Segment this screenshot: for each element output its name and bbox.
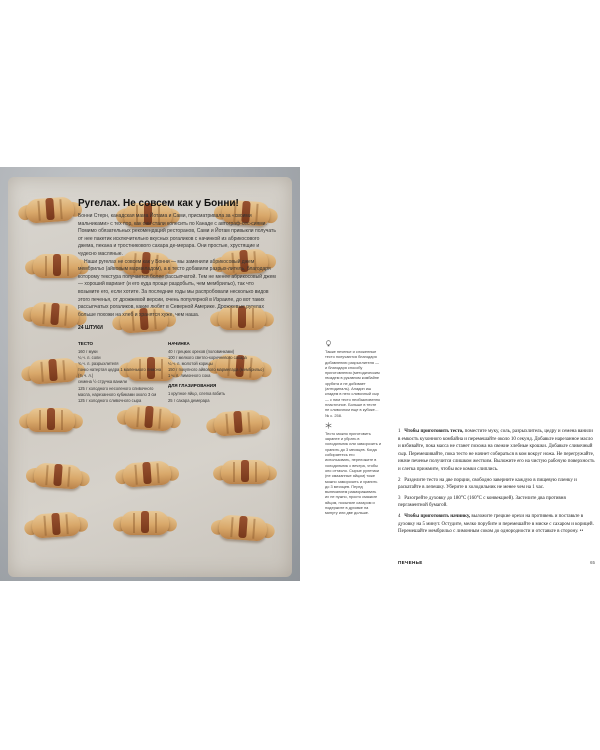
ingredient-item: ¾ ч. л. разрыхлителя: [78, 361, 119, 367]
ingredient-item: 1 ч. л. лимонного сока: [168, 373, 211, 379]
ingredient-item: 150 г покупного айвового мармелада (мембрильо): [168, 367, 264, 373]
ingredient-item: 100 г мелкого светло-коричневого сахара: [168, 355, 247, 361]
sidebar-note-1: Также печенье и сложенные тесто получаются благодаря добавлению разрыхлителя — и благодаря способу приготовления (методическим гвоздем в рукавном комбайне зрубята и не добивает (антидиналь). Аладин иш кладем в него сливочный сыр — с ним тесто необыкновенно пластичное. Больше в тесте не сливочном еще в кубике… № с. 258.: [325, 349, 381, 418]
method-step: [398, 428, 596, 474]
recipe-title: Ругелах. Не совсем как у Бонни!: [78, 198, 239, 209]
step-number: 1: [398, 429, 401, 434]
rugelach-roll: [213, 456, 277, 486]
method-step: [398, 495, 596, 510]
step-number: 3: [398, 495, 401, 501]
recipe-intro: [78, 213, 276, 319]
rugelach-roll: [210, 510, 276, 544]
ingredient-item: ¼ ч. л. молотой корицы: [168, 361, 213, 367]
method-step: [398, 513, 596, 536]
step-text: поместите муку, соль, разрыхлитель, цедру и семена ванили в емкость кухонного комбайна и перемешайте около 10 секунд. Добавьте нарезанное масло и взбивайте, пока масса не станет похожа на свежие хлебные крошки. Добавьте сливочный сыр. Перемешивайте, пока тесто не начнет собираться в ком вокруг ножа. Не перегружайте, иначе печенье получится слишком жестким. Выложите его на чистую рабочую поверхность и слегка прижмите, чтобы все комки слиплись.: [398, 429, 595, 472]
ingredient-item: тонко натертая цедра 1 маленького лимона (¾ ч. л.): [78, 367, 162, 379]
step-number: 2: [398, 477, 401, 483]
ingredient-item: 25 г сахара демерара: [168, 397, 210, 403]
step-number: 4: [398, 513, 401, 519]
filling-heading: НАЧИНКА: [168, 341, 190, 346]
rugelach-roll: [113, 507, 177, 537]
rugelach-roll: [20, 353, 86, 387]
step-lead: Чтобы приготовить начинку,: [404, 513, 471, 519]
ingredient-item: 125 г холодного сливочного сыра: [78, 397, 142, 403]
section-label: ПЕЧЕНЬЕ: [398, 560, 423, 565]
dough-ingredients: [78, 341, 164, 404]
ingredient-item: 125 г холодного несоленого сливочного масла, нарезанного кубиками около 3 см: [78, 385, 157, 397]
step-text: выложите грецкие орехи на противень и поставьте в духовку на 5 минут. Остудите, мелко порубите и перемешайте в миске с сахаром и корицей. Перемешайте мембрильо с лимонным соком до однородности и отставьте в сторону. ••: [398, 513, 594, 535]
rugelach-roll: [17, 192, 83, 226]
ingredient-item: 160 г муки: [78, 349, 98, 354]
dough-heading: ТЕСТО: [78, 341, 94, 346]
step-text: Разогрейте духовку до 180°C (160°C с конвекцией). Застелите два противня пергаментной бумагой.: [398, 495, 566, 509]
recipe-yield: 24 ШТУКИ: [78, 325, 103, 331]
filling-ingredients: [168, 341, 276, 404]
ingredient-item: семена ½ стручка ванили: [78, 379, 127, 385]
ingredient-item: 40 г грецких орехов (половинками): [168, 349, 235, 354]
rugelach-roll: [19, 404, 83, 434]
intro-paragraph-1: Бонни Стерн, канадская мама Йотама и Сами, присматривала за «своими мальчиками» с тех пор, как они стали колесить по Канаде с автограф-сес-сиями. Помимо обязательных рекомендаций ресторанов, Сами и Йотам привыкли получать от нее пакетик исключительно вкусных рогаликов с начинкой из абрикосового джема, пекана и тростникового сахара де-мерара. Они простые, хрустящие и чудесно масляные.: [78, 213, 276, 257]
step-text: Разделите тесто на две порции, свободно заверните каждую в пищевую пленку и раскатайте в лепешку. Уберите в холодильник не менее чем на 1 час.: [398, 477, 577, 491]
ingredient-item: ¼ ч. л. соли: [78, 355, 101, 361]
step-lead: Чтобы приготовить тесто,: [404, 429, 464, 434]
page-number: 65: [590, 560, 596, 565]
rugelach-roll: [25, 458, 91, 492]
rugelach-roll: [205, 405, 271, 439]
glaze-heading: ДЛЯ ГЛАЗИРОВАНИЯ: [168, 383, 217, 389]
rugelach-roll: [114, 456, 180, 490]
rugelach-roll: [23, 507, 89, 541]
snowflake-icon: [325, 422, 332, 429]
method-step: [398, 477, 596, 492]
sidebar-notes: [325, 340, 381, 520]
ingredient-item: 1 крупное яйцо, слегка взбить: [168, 391, 226, 397]
intro-paragraph-2: Наши ругелах не совсем как у Бонни — мы заменили абрикосовый джем мембрильо (айвовым мармеладом), а в тесто добавили разрых-литель, благодаря которому текстура получается более рассыпчатой. Тем не менее абрикосовый джем — хороший вариант (и его куда проще раздобыть, чем мембрильо), так что возьмите его, если хотите. За последние годы мы распробовали несколько видов этого печенья, от дрожжевой версии, очень популярной в Израиле, до вот таких рассыпчатых рогаликов, какие любят в Северной Америке. Дрожжевые ругелах больше похожи на хлеб и хранятся хуже, чем наша.: [78, 258, 276, 318]
method-steps: [398, 428, 596, 539]
rugelach-roll: [116, 400, 182, 434]
bulb-icon: [325, 340, 332, 347]
sidebar-note-2: Тесто можно приготовить заранее и убрать в холодильник или заморозить и хранить до 3 месяцев. Когда собираетесь его использовать, переложите в холодильник с вечера, чтобы оно оттаяло. Сырые рулетики (не смазанные яйцом) тоже можно заморозить и хранить до 3 месяцев. Перед выпеканием размораживать их не нужно, просто смажьте яйцом, посыпьте сахаром и подержите в духовке на минуту или две дольше.: [325, 430, 382, 516]
